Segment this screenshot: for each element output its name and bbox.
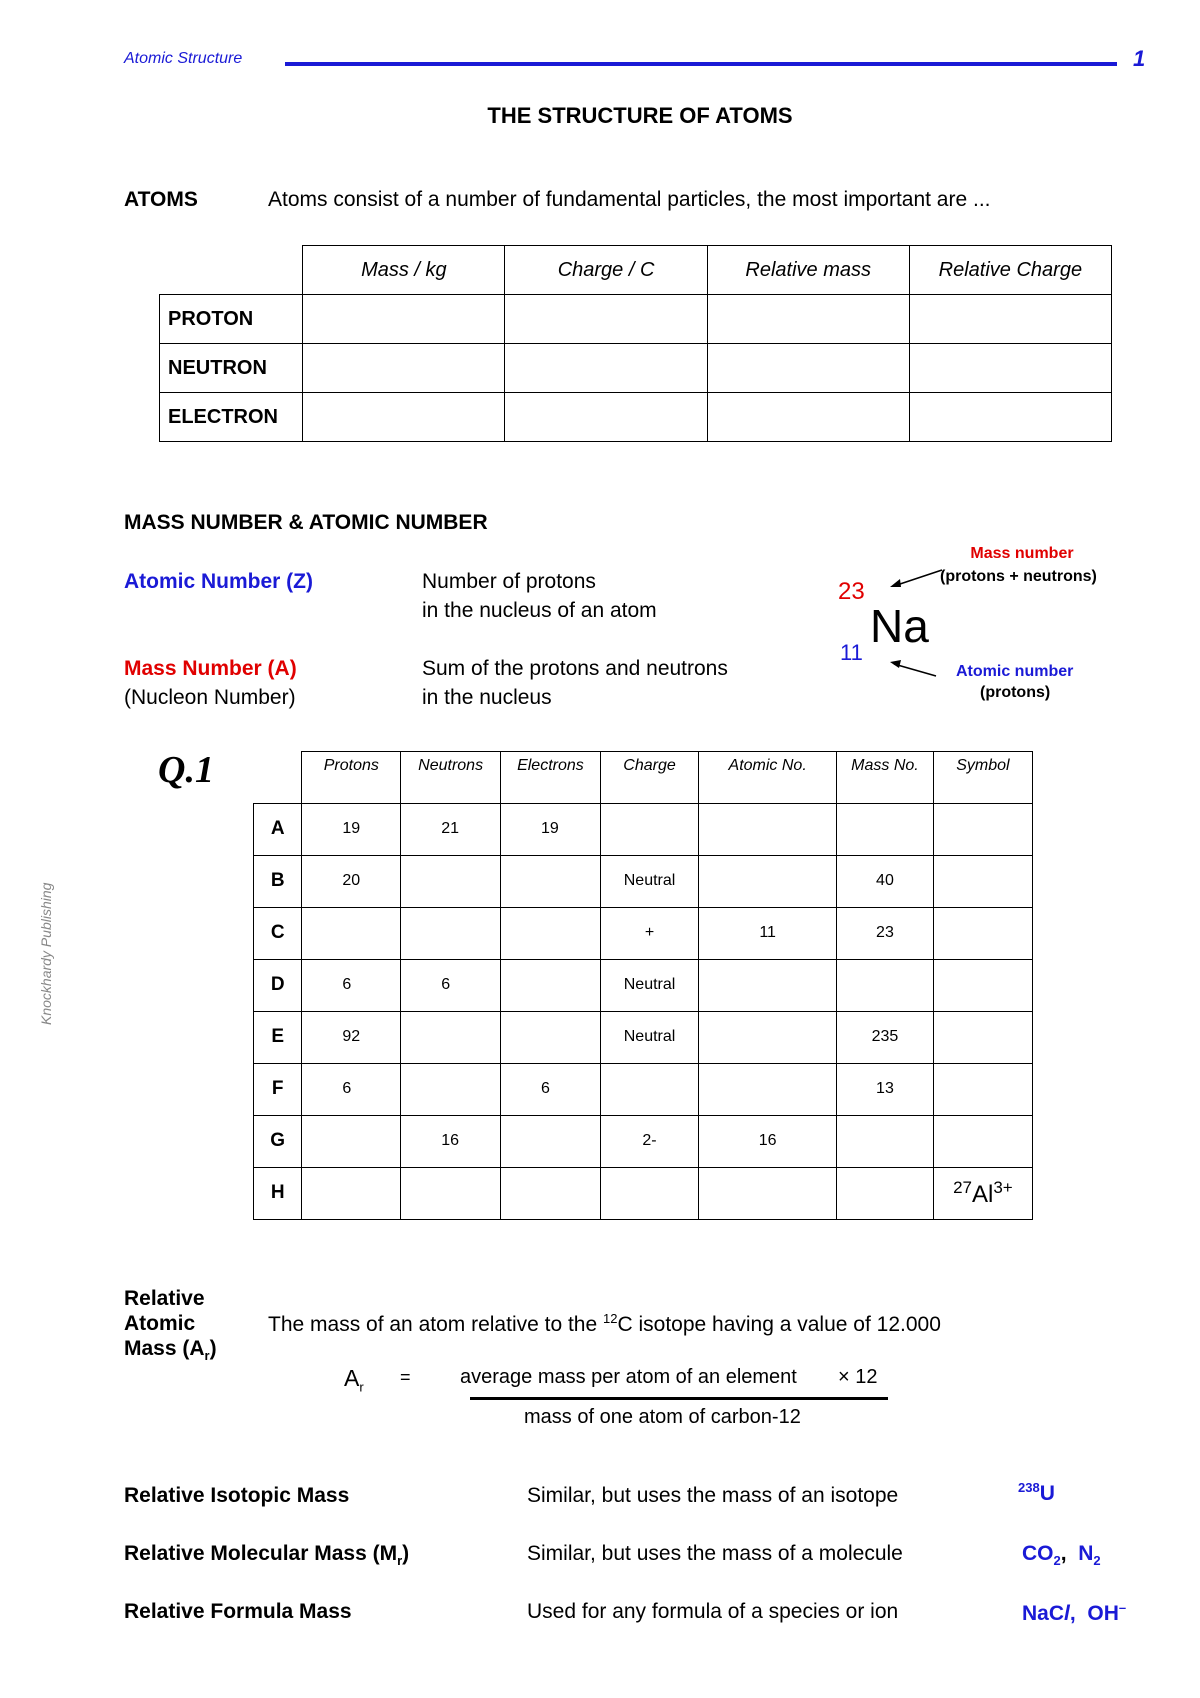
- formula-mass-label: Relative Formula Mass: [124, 1600, 352, 1623]
- formula-denominator: mass of one atom of carbon-12: [524, 1406, 801, 1428]
- cell[interactable]: [933, 1011, 1032, 1063]
- cell[interactable]: 13: [837, 1063, 934, 1115]
- cell[interactable]: [933, 803, 1032, 855]
- pointer-arrows: [880, 560, 970, 680]
- col-header: Mass / kg: [303, 246, 505, 295]
- cell[interactable]: [500, 1115, 600, 1167]
- cell[interactable]: 19: [500, 803, 600, 855]
- formula-numerator: average mass per atom of an element: [460, 1366, 797, 1388]
- row-label: ELECTRON: [160, 393, 303, 442]
- cell[interactable]: 40: [837, 855, 934, 907]
- cell[interactable]: +: [600, 907, 698, 959]
- table-row: [254, 907, 1033, 959]
- atomic-arrow: [894, 664, 936, 676]
- cell[interactable]: [401, 907, 501, 959]
- mass-arrow: [894, 570, 942, 586]
- cell[interactable]: [837, 803, 934, 855]
- row-label: D: [254, 959, 302, 1011]
- cell[interactable]: [500, 855, 600, 907]
- col-header: Relative mass: [707, 246, 909, 295]
- row-label: C: [254, 907, 302, 959]
- cell[interactable]: [401, 1011, 501, 1063]
- col-header: Neutrons: [401, 752, 501, 804]
- cell[interactable]: [302, 907, 401, 959]
- col-header: Protons: [302, 752, 401, 804]
- nucleon-number-label: (Nucleon Number): [124, 686, 296, 709]
- cell[interactable]: 23: [837, 907, 934, 959]
- mass-number-value: 23: [838, 578, 865, 605]
- cell[interactable]: 20: [302, 855, 401, 907]
- isotopic-mass-desc: Similar, but uses the mass of an isotope: [527, 1484, 899, 1507]
- header-rule: [285, 62, 1117, 66]
- formula-examples: NaCl, OH–: [1022, 1600, 1127, 1625]
- q1-table: [253, 751, 1033, 1220]
- col-header: Mass No.: [837, 752, 934, 804]
- atomic-number-value: 11: [840, 640, 863, 665]
- cell[interactable]: [699, 855, 837, 907]
- cell[interactable]: [401, 1063, 501, 1115]
- cell[interactable]: [933, 907, 1032, 959]
- table-row: [254, 1011, 1033, 1063]
- cell[interactable]: 6: [401, 959, 501, 1011]
- row-label: E: [254, 1011, 302, 1063]
- header-section: Atomic Structure: [124, 50, 243, 67]
- cell[interactable]: 6: [302, 1063, 401, 1115]
- cell[interactable]: [699, 1063, 837, 1115]
- symbol-cell[interactable]: [933, 1167, 1032, 1219]
- cell[interactable]: [500, 959, 600, 1011]
- molecular-mass-label: Relative Molecular Mass $(M_r)$: [124, 1542, 410, 1569]
- molecular-mass-desc: Similar, but uses the mass of a molecule: [527, 1542, 903, 1565]
- cell[interactable]: Neutral: [600, 1011, 698, 1063]
- col-header: Electrons: [500, 752, 600, 804]
- particles-table: [159, 245, 1112, 442]
- table-row: [160, 295, 1112, 344]
- cell[interactable]: [933, 1115, 1032, 1167]
- symbol-mass: 27: [953, 1177, 972, 1197]
- cell[interactable]: [302, 1115, 401, 1167]
- cell[interactable]: 19: [302, 803, 401, 855]
- page-number: 1: [1133, 46, 1146, 71]
- cell[interactable]: [600, 803, 698, 855]
- row-label: NEUTRON: [160, 344, 303, 393]
- cell[interactable]: [933, 855, 1032, 907]
- cell[interactable]: [500, 1011, 600, 1063]
- cell[interactable]: [699, 1011, 837, 1063]
- atomic-def-2: in the nucleus of an atom: [422, 599, 657, 622]
- cell[interactable]: [837, 959, 934, 1011]
- atoms-text: Atoms consist of a number of fundamental particles, the most important are ...: [268, 188, 991, 211]
- formula-mass-desc: Used for any formula of a species or ion: [527, 1600, 899, 1623]
- symbol-element: Al: [971, 1180, 994, 1208]
- molecule-examples: $CO_2$, $N_2$: [1022, 1542, 1101, 1569]
- cell[interactable]: Neutral: [600, 855, 698, 907]
- cell[interactable]: [600, 1063, 698, 1115]
- row-label: B: [254, 855, 302, 907]
- cell[interactable]: 21: [401, 803, 501, 855]
- isotopic-mass-label: Relative Isotopic Mass: [124, 1484, 350, 1507]
- cell[interactable]: [699, 803, 837, 855]
- relative-atomic-mass-label: Relative Atomic Mass $(A_r)$: [124, 1287, 217, 1364]
- cell[interactable]: [401, 1167, 501, 1219]
- col-header: Relative Charge: [909, 246, 1111, 295]
- col-header: Charge: [600, 752, 698, 804]
- cell[interactable]: [500, 1167, 600, 1219]
- table-row: [254, 855, 1033, 907]
- table-row: [160, 344, 1112, 393]
- mass-number-caption-2: (protons + neutrons): [940, 568, 1097, 585]
- isotope-example: $^{238}$U: [1018, 1480, 1055, 1505]
- atomic-number-label: Atomic Number (Z): [124, 570, 313, 593]
- formula-lhs: $A_r$: [344, 1365, 364, 1395]
- mass-def-2: in the nucleus: [422, 686, 552, 709]
- cell[interactable]: [933, 959, 1032, 1011]
- col-header: Atomic No.: [699, 752, 837, 804]
- cell[interactable]: 6: [302, 959, 401, 1011]
- table-row: [254, 959, 1033, 1011]
- cell[interactable]: 2-: [600, 1115, 698, 1167]
- cell[interactable]: 11: [699, 907, 837, 959]
- atomic-def-1: Number of protons: [422, 570, 596, 593]
- formula-equals: =: [400, 1367, 411, 1387]
- mass-number-caption: Mass number: [970, 545, 1074, 562]
- mass-def-1: Sum of the protons and neutrons: [422, 657, 728, 680]
- col-header: Symbol: [933, 752, 1032, 804]
- row-label: H: [254, 1167, 302, 1219]
- row-label: F: [254, 1063, 302, 1115]
- cell[interactable]: [600, 1167, 698, 1219]
- cell[interactable]: [699, 959, 837, 1011]
- cell[interactable]: Neutral: [600, 959, 698, 1011]
- row-label: A: [254, 803, 302, 855]
- table-row: [254, 1115, 1033, 1167]
- atoms-label: ATOMS: [124, 188, 198, 211]
- relative-atomic-mass-def: The mass of an atom relative to the $^{12}$C isotope having a value of 12.000: [268, 1311, 941, 1336]
- table-row: [160, 393, 1112, 442]
- atomic-arrow-head: [890, 660, 901, 668]
- cell[interactable]: 16: [401, 1115, 501, 1167]
- side-publisher: Knockhardy Publishing: [38, 882, 54, 1025]
- cell[interactable]: [837, 1115, 934, 1167]
- atomic-number-caption: Atomic number: [956, 663, 1074, 680]
- table-row: [254, 1167, 1033, 1219]
- row-label: PROTON: [160, 295, 303, 344]
- mass-number-label: Mass Number (A): [124, 657, 297, 680]
- cell[interactable]: [933, 1063, 1032, 1115]
- cell[interactable]: [500, 907, 600, 959]
- cell[interactable]: 16: [699, 1115, 837, 1167]
- col-header: Charge / C: [505, 246, 707, 295]
- cell[interactable]: 6: [500, 1063, 600, 1115]
- fraction-bar: [470, 1397, 888, 1400]
- cell[interactable]: 92: [302, 1011, 401, 1063]
- table-row: [254, 803, 1033, 855]
- page-title: THE STRUCTURE OF ATOMS: [487, 103, 793, 128]
- cell[interactable]: [837, 1167, 934, 1219]
- symbol-charge: 3+: [993, 1177, 1013, 1197]
- element-symbol: Na: [870, 600, 929, 652]
- formula-times-12: × 12: [838, 1366, 878, 1388]
- table-row: [254, 1063, 1033, 1115]
- mass-atomic-heading: MASS NUMBER & ATOMIC NUMBER: [124, 511, 488, 534]
- mass-arrow-head: [890, 579, 901, 587]
- atomic-number-caption-2: (protons): [980, 684, 1051, 701]
- cell[interactable]: [401, 855, 501, 907]
- cell[interactable]: [699, 1167, 837, 1219]
- cell[interactable]: 235: [837, 1011, 934, 1063]
- question-label: Q.1: [158, 749, 214, 791]
- cell[interactable]: [302, 1167, 401, 1219]
- row-label: G: [254, 1115, 302, 1167]
